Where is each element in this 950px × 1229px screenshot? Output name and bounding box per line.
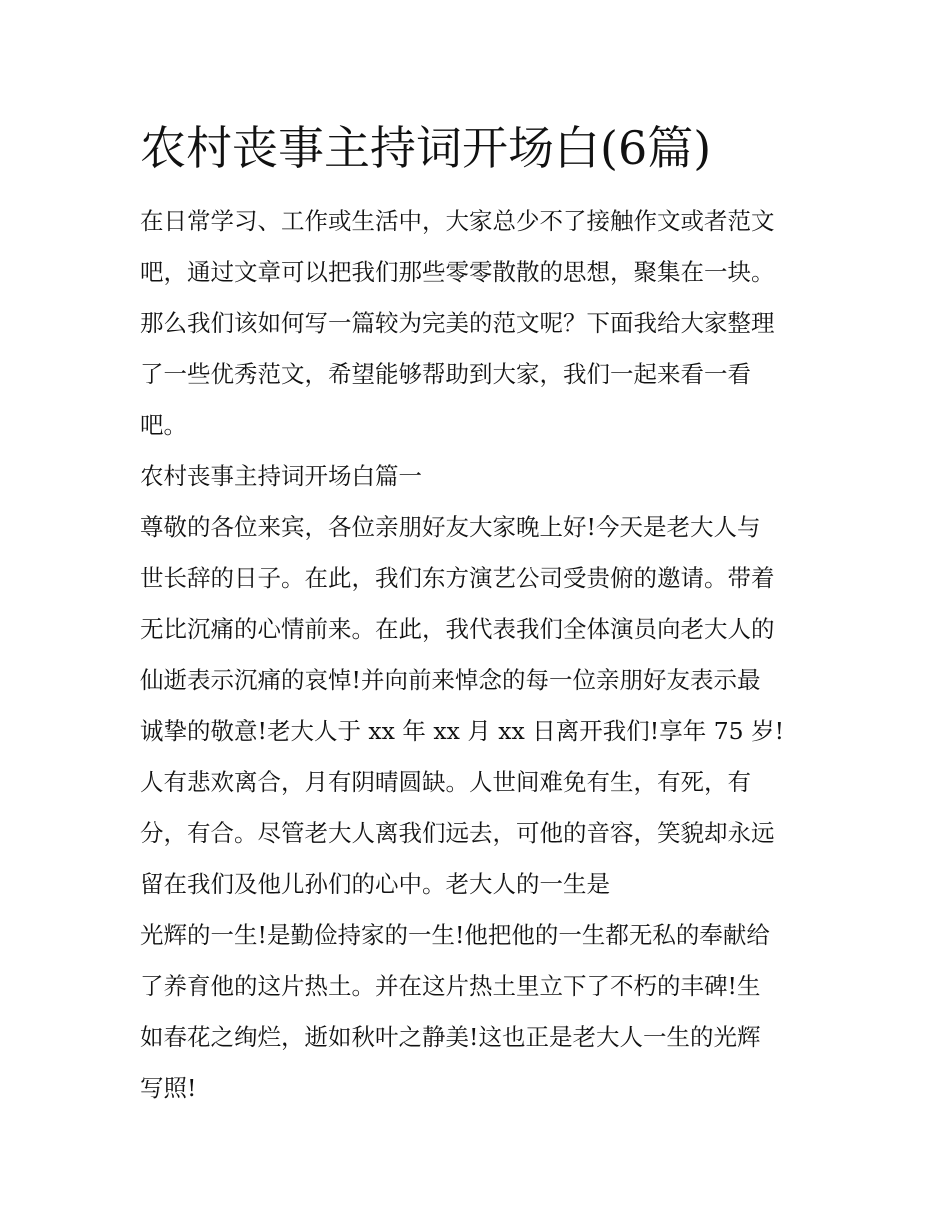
paragraph-line: 仙逝表示沉痛的哀悼!并向前来悼念的每一位亲朋好友表示最 bbox=[140, 666, 761, 694]
paragraph-line: 世长辞的日子。在此，我们东方演艺公司受贵俯的邀请。带着 bbox=[140, 564, 775, 592]
paragraph-line: 写照! bbox=[140, 1074, 197, 1102]
paragraph-line: 了一些优秀范文，希望能够帮助到大家，我们一起来看一看 bbox=[140, 360, 751, 388]
paragraph-line: 了养育他的这片热土。并在这片热土里立下了不朽的丰碑!生 bbox=[140, 972, 761, 1000]
document-title: 农村丧事主持词开场白(6篇) bbox=[140, 121, 712, 175]
paragraph-line: 分，有合。尽管老大人离我们远去，可他的音容，笑貌却永远 bbox=[140, 819, 775, 847]
section-heading: 农村丧事主持词开场白篇一 bbox=[140, 462, 422, 490]
document-body bbox=[140, 196, 830, 1114]
paragraph-line: 光辉的一生!是勤俭持家的一生!他把他的一生都无私的奉献给 bbox=[140, 921, 770, 949]
paragraph-line: 人有悲欢离合，月有阴晴圆缺。人世间难免有生，有死，有 bbox=[140, 768, 751, 796]
paragraph-line: 尊敬的各位来宾，各位亲朋好友大家晚上好!今天是老大人与 bbox=[140, 513, 761, 541]
paragraph-line: 吧。 bbox=[140, 411, 187, 439]
paragraph-line: 吧，通过文章可以把我们那些零零散散的思想，聚集在一块。 bbox=[140, 258, 775, 286]
paragraph-line: 在日常学习、工作或生活中，大家总少不了接触作文或者范文 bbox=[140, 207, 775, 235]
paragraph-line: 诚挚的敬意!老大人于 xx 年 xx 月 xx 日离开我们!享年 75 岁! bbox=[140, 717, 785, 745]
paragraph-line: 留在我们及他儿孙们的心中。老大人的一生是 bbox=[140, 870, 610, 898]
paragraph-line: 如春花之绚烂，逝如秋叶之静美!这也正是老大人一生的光辉 bbox=[140, 1023, 761, 1051]
paragraph-line: 无比沉痛的心情前来。在此，我代表我们全体演员向老大人的 bbox=[140, 615, 775, 643]
paragraph-line: 那么我们该如何写一篇较为完美的范文呢？下面我给大家整理 bbox=[140, 309, 775, 337]
